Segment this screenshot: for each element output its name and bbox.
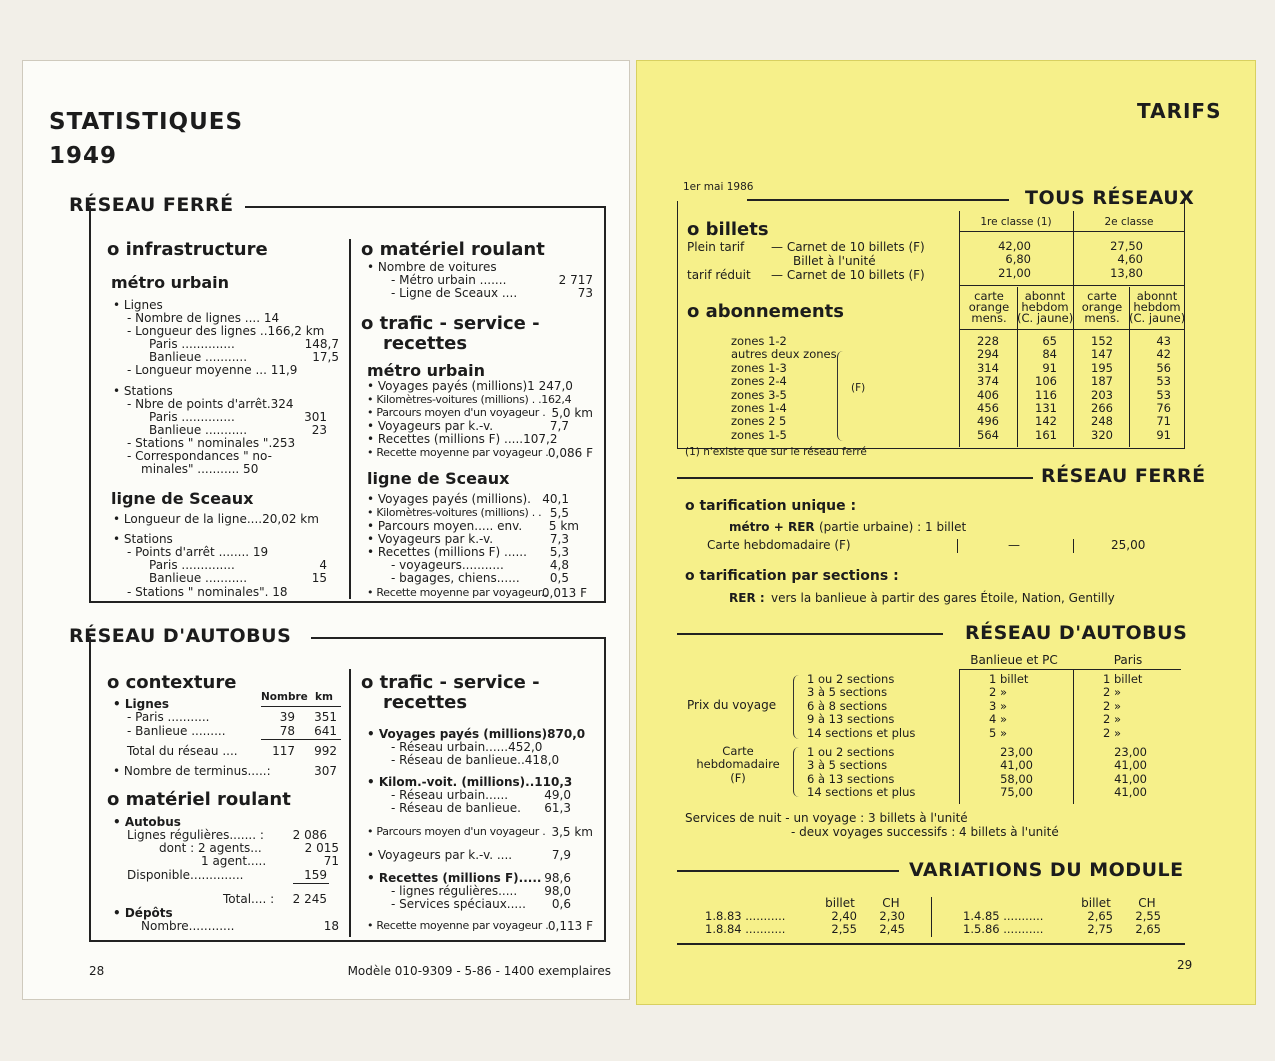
st-paris-value: 301 xyxy=(304,410,327,424)
abonnement-hebdo-header-2: abonnt hebdom (C. jaune) xyxy=(1129,289,1186,325)
av-recettes: • Recettes (millions F)..... xyxy=(367,871,542,885)
tm-recette-moy: • Recette moyenne par voyageur . xyxy=(367,446,549,459)
billet-unite: Billet à l'unité xyxy=(793,254,876,268)
ts-recettes: • Recettes (millions F) ...... xyxy=(367,545,527,559)
sceaux-longueur: • Longueur de la ligne....20,02 km xyxy=(113,512,319,526)
tous-reseaux-heading: TOUS RÉSEAUX xyxy=(1025,187,1195,209)
nb-voitures: • Nombre de voitures xyxy=(367,260,497,274)
av-recette-moy: • Recette moyenne par voyageur . xyxy=(367,919,549,932)
av-regulieres: - lignes régulières..... xyxy=(391,884,518,898)
a-disponible: Disponible.............. xyxy=(127,868,244,882)
stations-label: • Stations xyxy=(113,384,173,398)
dates-left: 1.8.83 ........... 1.8.84 ........... xyxy=(705,909,786,937)
ts-parcours-value: 5 km xyxy=(548,519,579,533)
left-page xyxy=(22,60,630,1000)
table-rule xyxy=(959,669,1181,670)
a-total-label: Total du réseau .... xyxy=(127,744,238,758)
carte-hebdo-bus: Carte hebdomadaire (F) xyxy=(696,744,780,785)
a-1agent-value: 71 xyxy=(323,854,339,868)
plein-tarif: Plein tarif xyxy=(687,240,745,254)
a-banlieue-nombre: 78 xyxy=(279,724,295,738)
table-rule xyxy=(261,706,341,707)
av-speciaux-value: 0,6 xyxy=(551,897,571,911)
a-autobus: • Autobus xyxy=(113,815,181,829)
tarif-date: 1er mai 1986 xyxy=(683,181,754,193)
a-depots: • Dépôts xyxy=(113,906,173,920)
points-arret: - Nbre de points d'arrêt.324 xyxy=(127,397,294,411)
a-total-bus-value: 2 245 xyxy=(292,892,327,906)
sceaux-points: - Points d'arrêt ........ 19 xyxy=(127,545,269,559)
sceaux-paris-value: 4 xyxy=(319,558,327,572)
av-parcours: • Parcours moyen d'un voyageur . xyxy=(367,825,546,838)
nb-lignes: - Nombre de lignes .... 14 xyxy=(127,311,280,325)
paris-value: 148,7 xyxy=(304,337,339,351)
abonnement-hebdo-header: abonnt hebdom (C. jaune) xyxy=(1017,289,1074,325)
ts-voyageurs: • Voyageurs par k.-v. xyxy=(367,532,494,546)
st-banlieue-value: 23 xyxy=(311,423,327,437)
a-paris-label: - Paris ........... xyxy=(127,710,210,724)
carnet-plein: — Carnet de 10 billets (F) xyxy=(771,240,925,254)
page-number-left: 28 xyxy=(89,964,105,978)
carnet-reduit: — Carnet de 10 billets (F) xyxy=(771,268,925,282)
carte-paris: 23,00 41,00 41,00 41,00 xyxy=(1114,745,1147,800)
a-2agents-value: 2 015 xyxy=(304,841,339,855)
a-disponible-value: 159 xyxy=(304,868,327,882)
zones-col-4: 43 42 56 53 53 76 71 91 xyxy=(1156,334,1171,442)
a-paris-km: 351 xyxy=(314,710,337,724)
carte-orange-header: carte orange mens. xyxy=(968,289,1010,325)
brace xyxy=(793,747,801,797)
rer-label: RER : xyxy=(729,591,765,605)
abonnements-heading: o abonnements xyxy=(687,301,844,322)
tarifs-title: TARIFS xyxy=(1137,99,1222,123)
table-rule xyxy=(959,231,1185,232)
paris-label: Paris .............. xyxy=(149,337,235,351)
a-total-km: 992 xyxy=(314,744,337,758)
sceaux-stations: • Stations xyxy=(113,532,173,546)
ligne-sceaux-label: - Ligne de Sceaux .... xyxy=(391,286,518,300)
prix-paris: 1 billet 2 » 2 » 2 » 2 » xyxy=(1103,672,1143,740)
carte-hebdo-value: 25,00 xyxy=(1111,538,1146,552)
section-reseau-autobus: RÉSEAU D'AUTOBUS xyxy=(69,625,292,647)
sceaux-banlieue-value: 15 xyxy=(311,571,327,585)
av-parcours-value: 3,5 km xyxy=(551,825,593,839)
banlieue-value: 17,5 xyxy=(312,350,339,364)
correspondances-2: minales" ........... 50 xyxy=(141,462,259,476)
ts-voyages: • Voyages payés (millions). xyxy=(367,492,531,506)
divider xyxy=(677,943,1185,945)
carte-sections: 1 ou 2 sections 3 à 5 sections 6 à 13 sections 14 sections et plus xyxy=(807,745,916,800)
column-divider xyxy=(349,239,351,599)
col-rule xyxy=(1073,539,1074,553)
av-regulieres-value: 98,0 xyxy=(544,884,571,898)
av-banlieue: - Réseau de banlieue..418,0 xyxy=(391,753,560,767)
ts-recettes-value: 5,3 xyxy=(549,545,569,559)
col-rule xyxy=(1073,669,1074,804)
tarif-reduit: tarif réduit xyxy=(687,268,751,282)
av-voyageurs-value: 7,9 xyxy=(551,848,571,862)
classe-1-header: 1re classe (1) xyxy=(980,216,1052,228)
ts-bagages-value: 0,5 xyxy=(549,571,569,585)
ts-voyages-value: 40,1 xyxy=(542,492,569,506)
metro-urbain-label: - Métro urbain ....... xyxy=(391,273,507,287)
divider xyxy=(677,477,1033,479)
metro-urbain-value: 2 717 xyxy=(558,273,593,287)
st-paris-label: Paris .............. xyxy=(149,410,235,424)
billets-heading: o billets xyxy=(687,219,769,240)
a-terminus: • Nombre de terminus.....: xyxy=(113,764,271,778)
page-title: STATISTIQUES xyxy=(49,109,244,135)
materiel-heading: o matériel roulant xyxy=(361,239,545,260)
reseau-ferre-heading: RÉSEAU FERRÉ xyxy=(1041,465,1206,487)
classe-2-values: 27,50 4,60 13,80 xyxy=(1110,239,1143,280)
av-kilom-banlieue: - Réseau de banlieue. xyxy=(391,801,521,815)
ch-left: 2,30 2,45 xyxy=(879,909,905,937)
classe-1-values: 42,00 6,80 21,00 xyxy=(998,239,1031,280)
sceaux-paris-label: Paris .............. xyxy=(149,558,235,572)
tm-parcours-value: 5,0 km xyxy=(551,406,593,420)
a-lignes: • Lignes xyxy=(113,697,170,711)
page-year: 1949 xyxy=(49,143,118,169)
trafic-sceaux-heading: ligne de Sceaux xyxy=(367,469,510,488)
tarification-sections: o tarification par sections : xyxy=(685,568,899,584)
carte-hebdo: Carte hebdomadaire (F) xyxy=(707,538,851,552)
table-rule xyxy=(959,329,1185,330)
tm-km: • Kilomètres-voitures (millions) . .162,4 xyxy=(367,393,572,406)
divider xyxy=(677,633,943,635)
col-rule xyxy=(931,897,932,937)
footer-note: Modèle 010-9309 - 5-86 - 1400 exemplaires xyxy=(347,964,611,978)
ts-voyageurs-value: 7,3 xyxy=(549,532,569,546)
a-total-nombre: 117 xyxy=(272,744,295,758)
ts-bagages: - bagages, chiens...... xyxy=(391,571,520,585)
divider xyxy=(677,870,899,872)
billet-right: 2,65 2,75 xyxy=(1087,909,1113,937)
rer-text: vers la banlieue à partir des gares Étoile, Nation, Gentilly xyxy=(771,591,1115,605)
col-rule xyxy=(957,539,958,553)
a-depots-nombre: Nombre............ xyxy=(141,919,235,933)
correspondances-1: - Correspondances " no- xyxy=(127,449,272,463)
sceaux-banlieue-label: Banlieue ........... xyxy=(149,571,248,585)
tm-recette-moy-value: 0,086 F xyxy=(547,446,593,460)
zones-col-2: 65 84 91 106 116 131 142 161 xyxy=(1035,334,1057,442)
brace xyxy=(793,675,801,739)
km-header: km xyxy=(315,691,333,703)
infrastructure-heading: o infrastructure xyxy=(107,239,268,260)
ts-recette-moy-value: 0,013 F xyxy=(541,586,587,600)
zones-col-1: 228 294 314 374 406 456 496 564 xyxy=(977,334,999,442)
paris-header: Paris xyxy=(1113,653,1143,667)
av-kilom: • Kilom.-voit. (millions)..110,3 xyxy=(367,775,573,789)
av-recette-moy-value: 0,113 F xyxy=(547,919,593,933)
page-number-right: 29 xyxy=(1177,958,1193,972)
tm-voyageurs-value: 7,7 xyxy=(549,419,569,433)
a-paris-nombre: 39 xyxy=(279,710,295,724)
av-kilom-urbain-value: 49,0 xyxy=(544,788,571,802)
av-voyageurs: • Voyageurs par k.-v. .... xyxy=(367,848,513,862)
classe-2-header: 2e classe xyxy=(1104,216,1154,228)
ts-km-value: 5,5 xyxy=(549,506,569,520)
a-banlieue-km: 641 xyxy=(314,724,337,738)
carte-orange-header-2: carte orange mens. xyxy=(1081,289,1123,325)
section-reseau-ferre: RÉSEAU FERRÉ xyxy=(69,194,234,216)
av-urbain: - Réseau urbain......452,0 xyxy=(391,740,543,754)
longueur-moyenne: - Longueur moyenne ... 11,9 xyxy=(127,363,298,377)
prix-sections: 1 ou 2 sections 3 à 5 sections 6 à 8 sections 9 à 13 sections 14 sections et plus xyxy=(807,672,916,740)
a-trafic-heading-2: recettes xyxy=(383,692,468,713)
tm-voyages: • Voyages payés (millions)1 247,0 xyxy=(367,379,573,393)
ts-voyageurs-sub-value: 4,8 xyxy=(549,558,569,572)
ts-km: • Kilomètres-voitures (millions) . . xyxy=(367,506,542,519)
services-nuit-2: - deux voyages successifs : 4 billets à l'unité xyxy=(791,825,1059,839)
banlieue-label: Banlieue ........... xyxy=(149,350,248,364)
services-nuit-1: Services de nuit - un voyage : 3 billets à l'unité xyxy=(685,811,968,825)
right-page xyxy=(636,60,1256,1005)
a-2agents: dont : 2 agents... xyxy=(159,841,262,855)
a-regulieres: Lignes régulières....... : xyxy=(127,828,264,842)
variations-heading: VARIATIONS DU MODULE xyxy=(909,859,1184,881)
a-banlieue-label: - Banlieue ......... xyxy=(127,724,226,738)
a-depots-value: 18 xyxy=(323,919,339,933)
column-divider xyxy=(349,669,351,937)
tm-recettes: • Recettes (millions F) .....107,2 xyxy=(367,432,558,446)
billet-left: 2,40 2,55 xyxy=(831,909,857,937)
ligne-sceaux-value: 73 xyxy=(577,286,593,300)
table-rule xyxy=(261,739,341,740)
table-rule xyxy=(293,883,329,884)
table-rule xyxy=(959,285,1185,286)
prix-banlieue: 1 billet 2 » 3 » 4 » 5 » xyxy=(989,672,1029,740)
zones-list: zones 1-2 autres deux zones zones 1-3 zones 2-4 zones 3-5 zones 1-4 zones 2 5 zones 1-5 xyxy=(731,334,837,442)
av-recettes-value: 98,6 xyxy=(544,871,571,885)
footnote: (1) n'existe que sur le réseau ferré xyxy=(685,446,867,458)
trafic-heading-2: recettes xyxy=(383,333,468,354)
tm-parcours: • Parcours moyen d'un voyageur . xyxy=(367,406,546,419)
st-banlieue-label: Banlieue ........... xyxy=(149,423,248,437)
nombre-header: Nombre xyxy=(261,691,308,703)
billet-header-left: billet xyxy=(825,896,855,910)
a-total-bus: Total.... : xyxy=(223,892,275,906)
av-speciaux: - Services spéciaux..... xyxy=(391,897,526,911)
f-mark: (F) xyxy=(851,382,866,394)
col-rule xyxy=(959,669,960,804)
prix-voyage: Prix du voyage xyxy=(687,698,777,712)
lignes-label: • Lignes xyxy=(113,298,163,312)
billet-header-right: billet xyxy=(1081,896,1111,910)
sceaux-nominales: - Stations " nominales". 18 xyxy=(127,585,288,599)
a-trafic-heading-1: o trafic - service - xyxy=(361,672,540,693)
ch-header-right: CH xyxy=(1138,896,1156,910)
trafic-metro-heading: métro urbain xyxy=(367,361,486,380)
tarification-unique: o tarification unique : xyxy=(685,498,857,514)
a-regulieres-value: 2 086 xyxy=(292,828,327,842)
banlieue-pc-header: Banlieue et PC xyxy=(970,653,1058,667)
trafic-heading-1: o trafic - service - xyxy=(361,313,540,334)
av-kilom-banlieue-value: 61,3 xyxy=(544,801,571,815)
ch-header-left: CH xyxy=(882,896,900,910)
av-kilom-urbain: - Réseau urbain...... xyxy=(391,788,509,802)
metro-heading: métro urbain xyxy=(111,273,230,292)
a-materiel-heading: o matériel roulant xyxy=(107,789,291,810)
ts-voyageurs-sub: - voyageurs........... xyxy=(391,558,504,572)
longueur-lignes: - Longueur des lignes ..166,2 km xyxy=(127,324,325,338)
stations-nominales: - Stations " nominales ".253 xyxy=(127,436,296,450)
zones-col-3: 152 147 195 187 203 266 248 320 xyxy=(1091,334,1113,442)
dates-right: 1.4.85 ........... 1.5.86 ........... xyxy=(963,909,1044,937)
metro-rer: métro + RER xyxy=(729,520,815,534)
carte-hebdo-dash: — xyxy=(1008,538,1020,552)
carte-banlieue: 23,00 41,00 58,00 75,00 xyxy=(1000,745,1033,800)
reseau-autobus-heading: RÉSEAU D'AUTOBUS xyxy=(965,622,1188,644)
a-terminus-value: 307 xyxy=(314,764,337,778)
ts-parcours: • Parcours moyen..... env. xyxy=(367,519,523,533)
contexture-heading: o contexture xyxy=(107,672,237,693)
brace xyxy=(837,351,845,441)
tm-voyageurs: • Voyageurs par k.-v. xyxy=(367,419,494,433)
sceaux-heading: ligne de Sceaux xyxy=(111,489,254,508)
a-1agent: 1 agent..... xyxy=(201,854,267,868)
ch-right: 2,55 2,65 xyxy=(1135,909,1161,937)
ts-recette-moy: • Recette moyenne par voyageur.. xyxy=(367,586,548,599)
partie-urbaine: (partie urbaine) : 1 billet xyxy=(819,520,967,534)
av-voyages: • Voyages payés (millions)870,0 xyxy=(367,727,586,741)
